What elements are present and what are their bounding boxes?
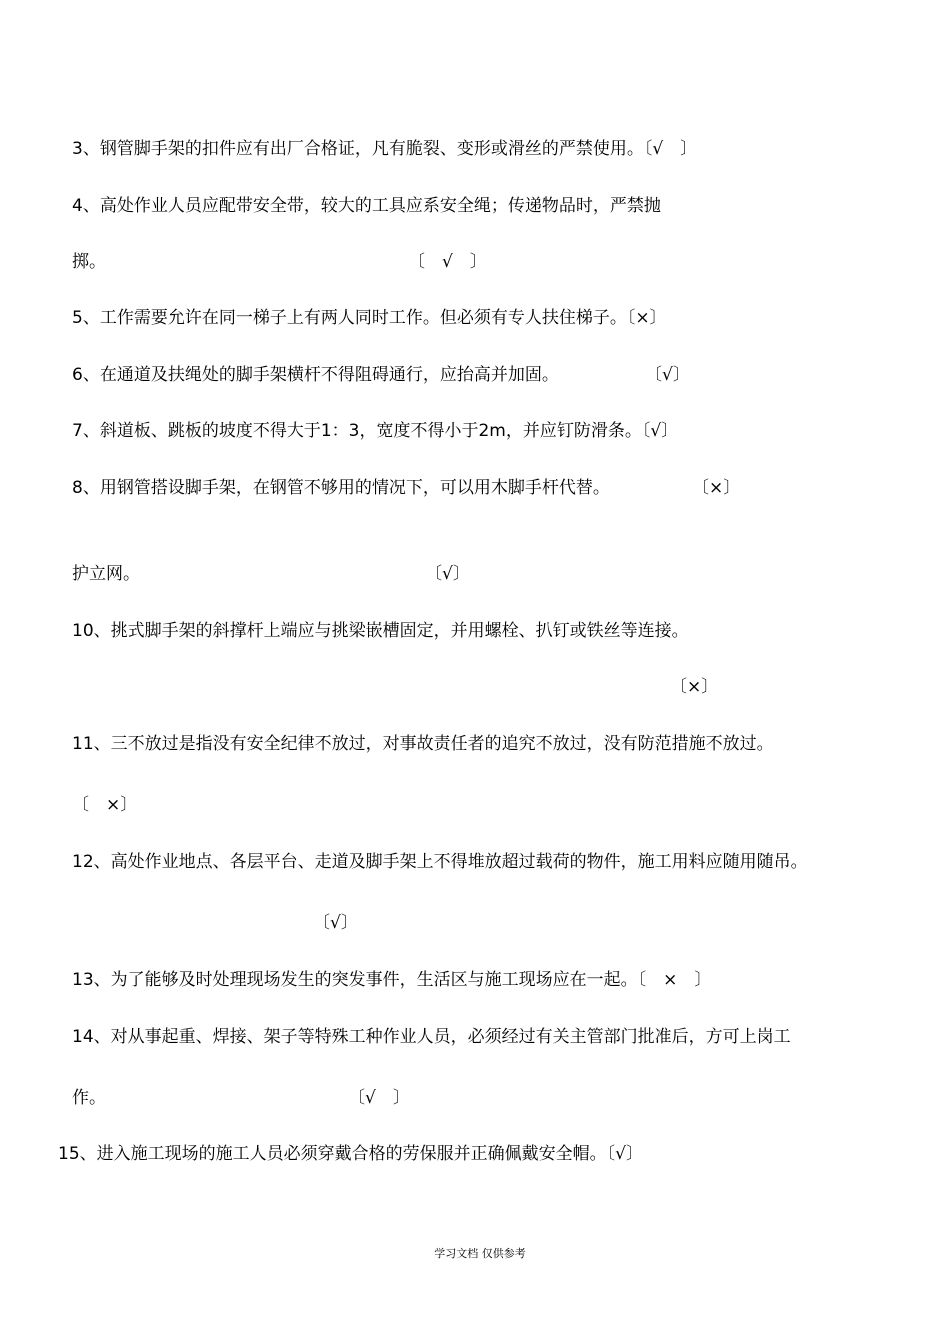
question-13: 13、为了能够及时处理现场发生的突发事件，生活区与施工现场应在一起。〔 × 〕	[72, 970, 712, 990]
page-footer: 学习文档 仅供参考	[434, 1247, 526, 1260]
question-12: 12、高处作业地点、各层平台、走道及脚手架上不得堆放超过载荷的物件，施工用料应随用随吊。	[72, 852, 808, 872]
question-6: 6、在通道及扶绳处的脚手架横杆不得阻碍通行，应抬高并加固。	[72, 365, 559, 385]
question-4-continuation: 掷。	[72, 252, 106, 272]
question-5: 5、工作需要允许在同一梯子上有两人同时工作。但必须有专人扶住梯子。〔×〕	[72, 308, 667, 328]
question-14-continuation: 作。	[72, 1088, 106, 1108]
question-9-answer: 〔√〕	[425, 564, 470, 584]
question-11: 11、三不放过是指没有安全纪律不放过，对事故责任者的追究不放过，没有防范措施不放过。	[72, 734, 774, 754]
question-9-continuation: 护立网。	[72, 564, 140, 584]
question-7: 7、斜道板、跳板的坡度不得大于1：3，宽度不得小于2m，并应钉防滑条。〔√〕	[72, 421, 679, 441]
question-10-answer: 〔×〕	[670, 677, 719, 697]
question-15: 15、进入施工现场的施工人员必须穿戴合格的劳保服并正确佩戴安全帽。〔√〕	[58, 1144, 643, 1164]
question-10: 10、挑式脚手架的斜撑杆上端应与挑梁嵌槽固定，并用螺栓、扒钉或铁丝等连接。	[72, 621, 689, 641]
question-6-answer: 〔√〕	[645, 365, 690, 385]
question-3: 3、钢管脚手架的扣件应有出厂合格证，凡有脆裂、变形或滑丝的严禁使用。〔√ 〕	[72, 139, 698, 159]
question-14: 14、对从事起重、焊接、架子等特殊工种作业人员，必须经过有关主管部门批准后，方可上岗工	[72, 1027, 791, 1047]
question-11-answer: 〔 ×〕	[72, 795, 138, 815]
question-8: 8、用钢管搭设脚手架，在钢管不够用的情况下，可以用木脚手杆代替。	[72, 478, 610, 498]
question-8-answer: 〔×〕	[692, 478, 741, 498]
question-14-answer: 〔√ 〕	[348, 1088, 410, 1108]
question-4: 4、高处作业人员应配带安全带，较大的工具应系安全绳；传递物品时，严禁抛	[72, 196, 661, 216]
question-12-answer: 〔√〕	[313, 913, 358, 933]
question-4-answer: 〔 √ 〕	[408, 252, 487, 272]
